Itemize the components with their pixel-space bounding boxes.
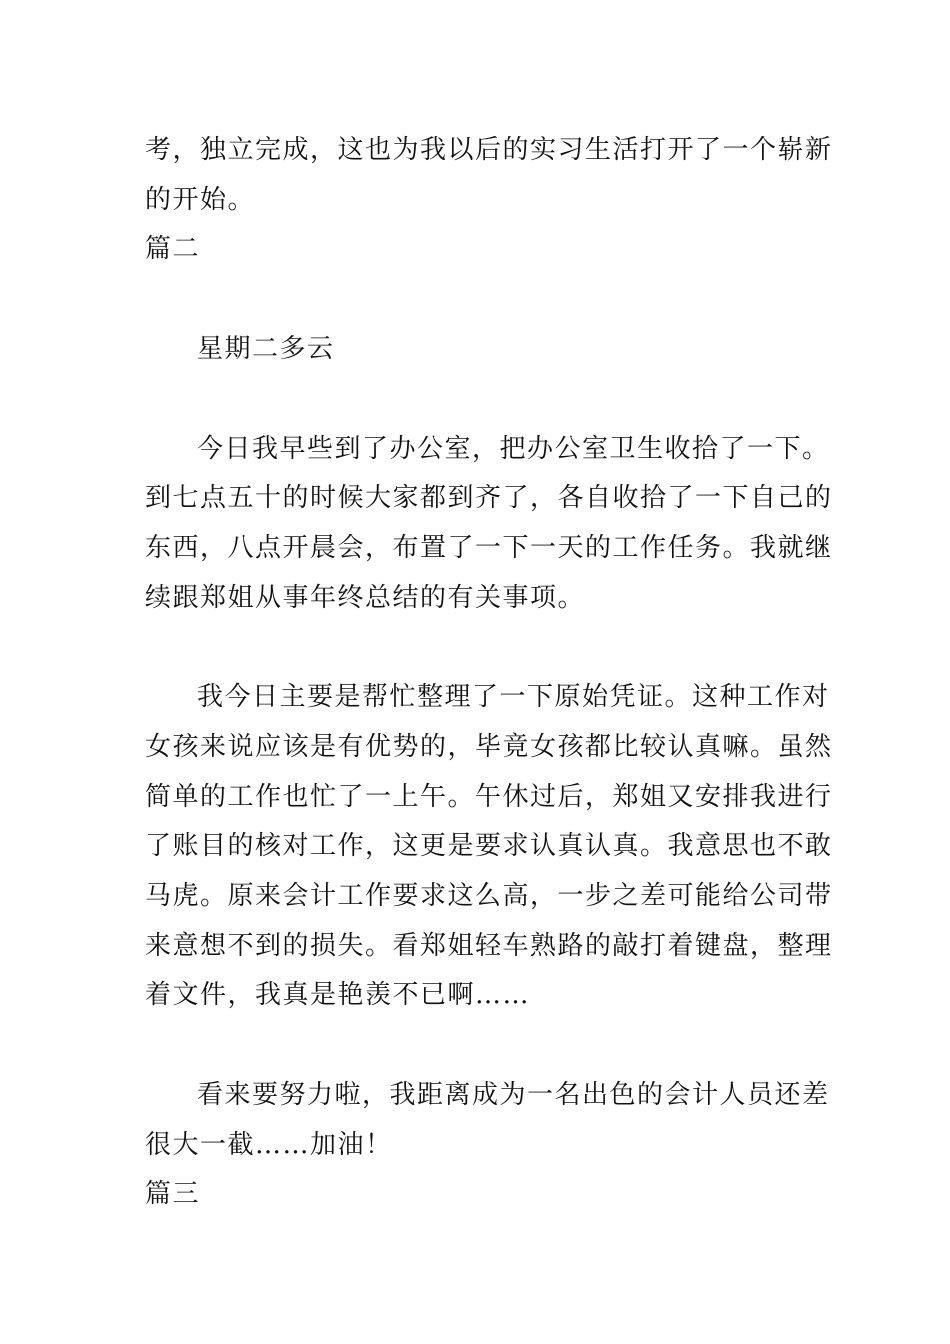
paragraph-line: 看来要努力啦，我距离成为一名出色的会计人员还差 — [197, 1080, 830, 1110]
paragraph-line: 的开始。 — [145, 185, 256, 215]
paragraph-line: 续跟郑姐从事年终总结的有关事项。 — [145, 583, 586, 613]
paragraph-line: 简单的工作也忙了一上午。午休过后，郑姐又安排我进行 — [145, 782, 833, 812]
paragraph-line: 今日我早些到了办公室，把办公室卫生收拾了一下。 — [197, 434, 830, 464]
date-weather-line: 星期二多云 — [197, 334, 335, 364]
section-heading: 篇三 — [145, 1179, 201, 1209]
document-page — [145, 0, 833, 1344]
paragraph-line: 东西，八点开晨会，布置了一下一天的工作任务。我就继 — [145, 533, 833, 563]
paragraph-line: 马虎。原来会计工作要求这么高，一步之差可能给公司带 — [145, 881, 833, 911]
paragraph-line: 女孩来说应该是有优势的，毕竟女孩都比较认真嘛。虽然 — [145, 732, 833, 762]
paragraph-line: 着文件，我真是艳羡不已啊…… — [145, 980, 531, 1010]
paragraph-line: 来意想不到的损失。看郑姐轻车熟路的敲打着键盘，整理 — [145, 931, 833, 961]
paragraph-line: 考，独立完成，这也为我以后的实习生活打开了一个崭新 — [145, 135, 833, 165]
section-heading: 篇二 — [145, 234, 201, 264]
paragraph-line: 很大一截……加油！ — [145, 1130, 393, 1160]
paragraph-line: 我今日主要是帮忙整理了一下原始凭证。这种工作对 — [197, 682, 830, 712]
paragraph-line: 了账目的核对工作，这更是要求认真认真。我意思也不敢 — [145, 831, 833, 861]
paragraph-line: 到七点五十的时候大家都到齐了，各自收拾了一下自己的 — [145, 483, 833, 513]
